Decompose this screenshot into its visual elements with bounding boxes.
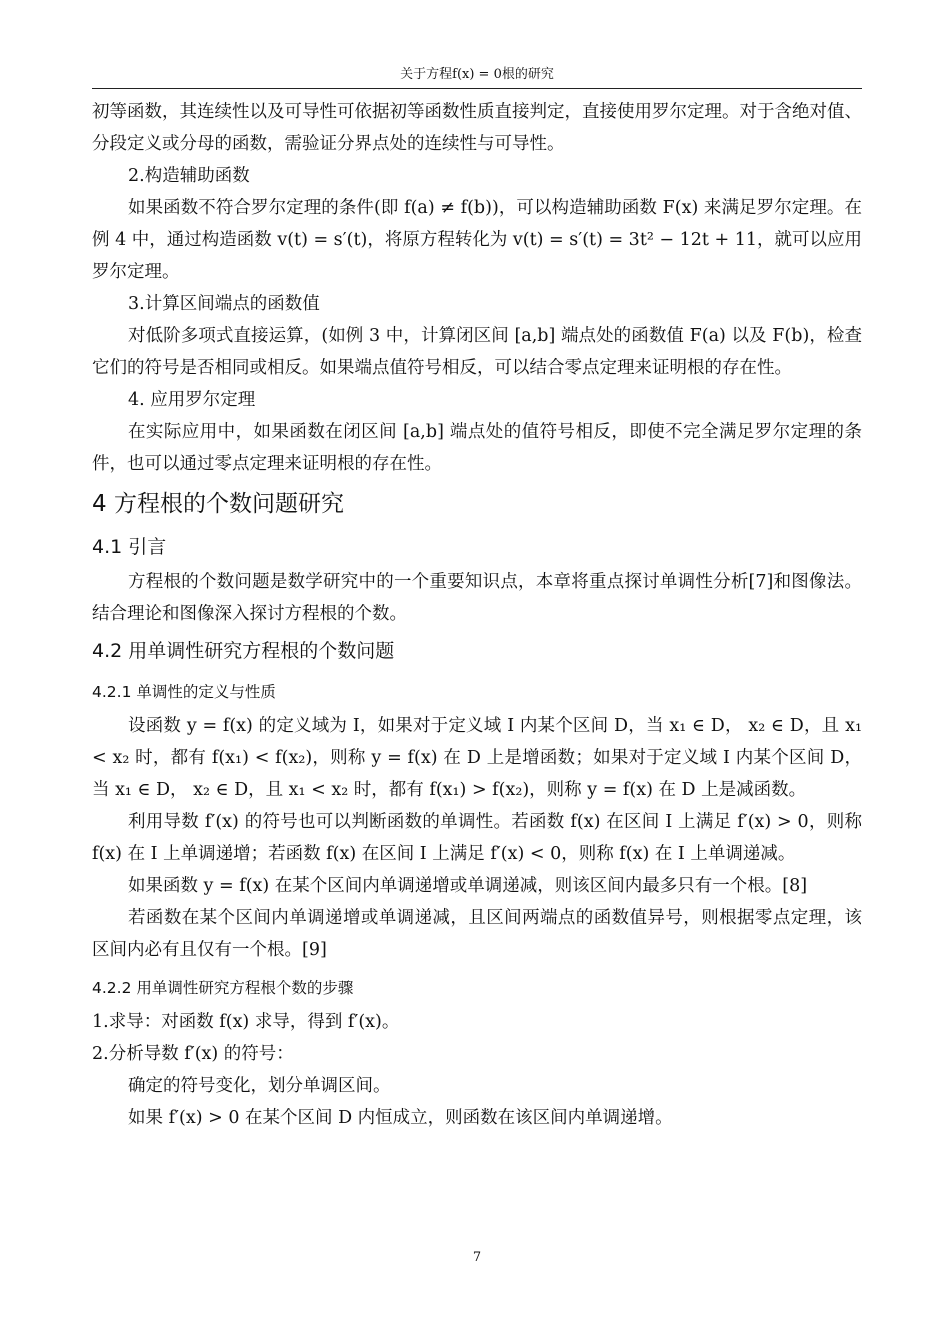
paragraph: 设函数 y = f(x) 的定义域为 I，如果对于定义域 I 内某个区间 D，当 x₁ ∈ D， x₂ ∈ D，且 x₁ < x₂ 时，都有 f(x₁) < f(x₂)，则称 y = f(x) 在 D 上是增函数；如果对于定义域 I 内某个区间 D，当 x₁ ∈ D， x₂ ∈ D，且 x₁ < x₂ 时，都有 f(x₁) > f(x₂)，则称 y = f(x) 在 D 上是减函数。 (92, 716, 862, 800)
page-body (92, 96, 862, 1134)
section-heading: 4 方程根的个数问题研究 (92, 491, 344, 517)
running-header: 关于方程f(x) = 0根的研究 (400, 67, 554, 82)
step-heading: 3.计算区间端点的函数值 (128, 294, 320, 314)
subsection-heading: 4.2 用单调性研究方程根的个数问题 (92, 640, 395, 662)
paragraph: 如果函数不符合罗尔定理的条件(即 f(a) ≠ f(b))，可以构造辅助函数 F(x) 来满足罗尔定理。在例 4 中，通过构造函数 v(t) = s′(t)，将原方程转化为 v(t) = s′(t) = 3t² − 12t + 11，就可以应用罗尔定理。 (92, 198, 863, 282)
paragraph: 初等函数，其连续性以及可导性可依据初等函数性质直接判定，直接使用罗尔定理。对于含绝对值、分段定义或分母的函数，需验证分界点处的连续性与可导性。 (92, 102, 862, 154)
paragraph: 如果 f′(x) > 0 在某个区间 D 内恒成立，则函数在该区间内单调递增。 (128, 1108, 673, 1128)
paragraph: 在实际应用中，如果函数在闭区间 [a,b] 端点处的值符号相反，即使不完全满足罗尔定理的条件，也可以通过零点定理来证明根的存在性。 (92, 422, 862, 474)
subsubsection-heading: 4.2.2 用单调性研究方程根个数的步骤 (92, 979, 354, 997)
paragraph: 确定的符号变化，划分单调区间。 (128, 1076, 391, 1096)
paragraph: 若函数在某个区间内单调递增或单调递减，且区间两端点的函数值异号，则根据零点定理，该区间内必有且仅有一个根。[9] (92, 908, 862, 960)
page-number: 7 (472, 1250, 482, 1265)
step-item: 1.求导：对函数 f(x) 求导，得到 f′(x)。 (92, 1012, 400, 1032)
document-page (92, 0, 862, 1344)
paragraph: 方程根的个数问题是数学研究中的一个重要知识点，本章将重点探讨单调性分析[7]和图像法。结合理论和图像深入探讨方程根的个数。 (92, 572, 862, 624)
subsection-heading: 4.1 引言 (92, 536, 167, 558)
paragraph: 利用导数 f′(x) 的符号也可以判断函数的单调性。若函数 f(x) 在区间 I 上满足 f′(x) > 0，则称 f(x) 在 I 上单调递增；若函数 f(x) 在区间 I 上满足 f′(x) < 0，则称 f(x) 在 I 上单调递减。 (92, 812, 862, 864)
header-rule (92, 88, 862, 89)
subsubsection-heading: 4.2.1 单调性的定义与性质 (92, 683, 276, 701)
paragraph: 如果函数 y = f(x) 在某个区间内单调递增或单调递减，则该区间内最多只有一个根。[8] (128, 876, 808, 896)
paragraph: 对低阶多项式直接运算，(如例 3 中，计算闭区间 [a,b] 端点处的函数值 F(a) 以及 F(b)，检查它们的符号是否相同或相反。如果端点值符号相反，可以结合零点定理来证明根的存在性。 (92, 326, 862, 378)
step-heading: 2.构造辅助函数 (128, 166, 250, 186)
step-item: 2.分析导数 f′(x) 的符号： (92, 1044, 294, 1064)
step-heading: 4. 应用罗尔定理 (128, 390, 256, 410)
